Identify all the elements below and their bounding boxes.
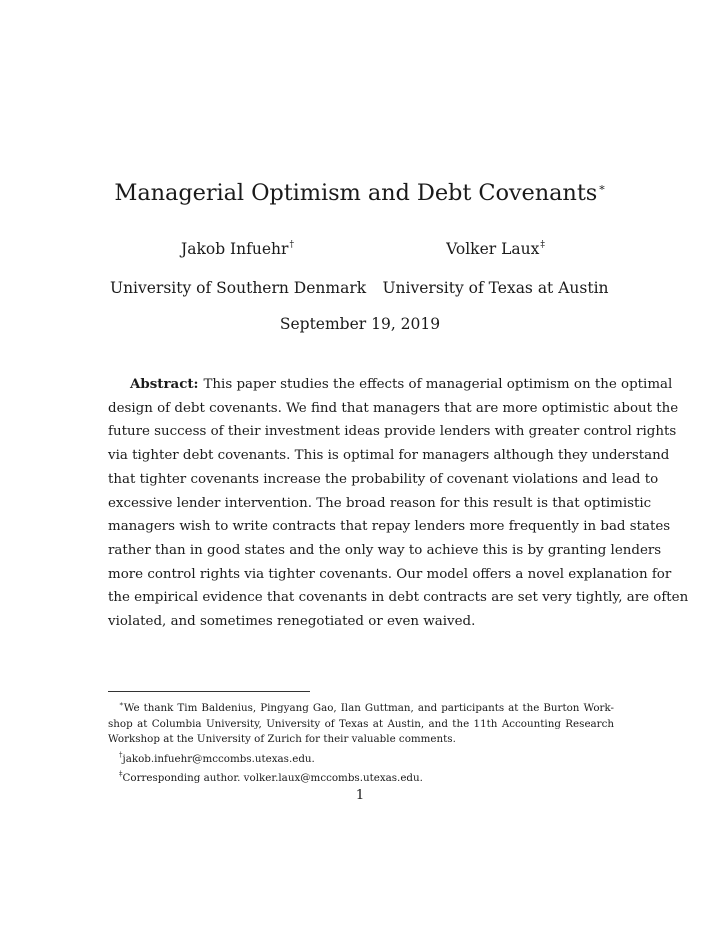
footnote-text: shop at Columbia University, University of Texas at Austin, and the 11th Accounting Research: [108, 717, 614, 730]
footnote-text: Corresponding author. volker.laux@mccombs.utexas.edu.: [122, 772, 423, 785]
abstract-line: [108, 373, 673, 397]
footnote-mark: †: [119, 750, 123, 759]
paper-title: [0, 180, 720, 206]
author-2-mark: ‡: [540, 240, 545, 250]
footnote-text: Workshop at the University of Zurich for their valuable comments.: [108, 733, 456, 746]
abstract: [108, 373, 689, 634]
author-name: [110, 240, 365, 258]
abstract-line: design of debt covenants. We find that managers that are more optimistic about the: [108, 400, 679, 416]
abstract-line-text: This paper studies the effects of managerial optimism on the optimal: [203, 377, 673, 392]
footnote-author-2-email: [108, 767, 614, 787]
page-number: 1: [355, 788, 365, 803]
abstract-label: Abstract:: [130, 376, 199, 392]
author-1-affiliation: University of Southern Denmark: [110, 279, 367, 297]
abstract-line: rather than in good states and the only way to achieve this is by granting lenders: [108, 542, 662, 558]
footnote-acknowledgment: [108, 697, 614, 717]
abstract-line: that tighter covenants increase the probability of covenant violations and lead to: [108, 471, 659, 487]
abstract-line: managers wish to write contracts that repay lenders more frequently in bad states: [108, 519, 671, 535]
footnotes: [108, 697, 614, 787]
paper-date: September 19, 2019: [279, 315, 441, 333]
title-footnote-mark: ∗: [598, 181, 606, 194]
abstract-line: more control rights via tighter covenants. Our model offers a novel explanation for: [108, 566, 672, 582]
author-2-affiliation: University of Texas at Austin: [382, 279, 609, 297]
footnote-text: jakob.infuehr@mccombs.utexas.edu.: [122, 752, 315, 765]
footnote-author-1-email: [108, 748, 614, 768]
footnote-mark: ‡: [119, 770, 123, 779]
author-name: [378, 240, 613, 258]
title-text: Managerial Optimism and Debt Covenants: [114, 180, 598, 206]
author-1-name: Jakob Infuehr: [181, 240, 289, 258]
abstract-line: excessive lender intervention. The broad reason for this result is that optimistic: [108, 495, 652, 511]
abstract-line: via tighter debt covenants. This is optimal for managers although they understand: [108, 448, 670, 464]
abstract-line: violated, and sometimes renegotiated or even waived.: [108, 614, 476, 630]
author-2-name: Volker Laux: [446, 240, 540, 258]
footnote-mark: ∗: [119, 700, 124, 708]
footnote-divider: [108, 691, 310, 692]
author-1-mark: †: [289, 240, 294, 250]
abstract-line: the empirical evidence that covenants in debt contracts are set very tightly, are often: [108, 590, 689, 606]
abstract-line: future success of their investment ideas provide lenders with greater control rights: [108, 424, 677, 440]
footnote-text: We thank Tim Baldenius, Pingyang Gao, Ilan Guttman, and participants at the Burton Work-: [123, 702, 614, 714]
